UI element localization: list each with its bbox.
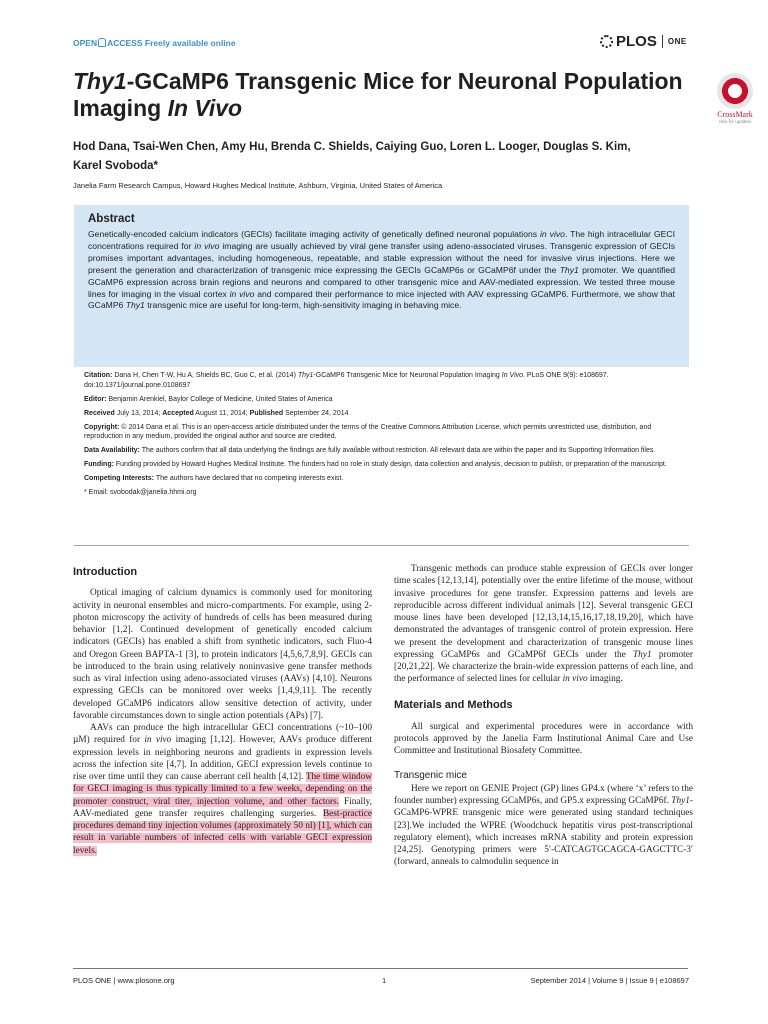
right-italic: Thy1 — [633, 649, 652, 660]
abstract-italic: in vivo — [194, 240, 220, 251]
crossmark-sublabel: click for updates — [718, 119, 752, 124]
competing-text: The authors have declared that no competing interests exist. — [154, 475, 344, 482]
right-column — [394, 563, 693, 869]
abstract-seg: transgenic mice are useful for long-term, high-sensitivity imaging in behaving mice. — [144, 300, 462, 311]
abstract-text — [88, 229, 675, 312]
accepted-label: Accepted — [162, 409, 194, 417]
authors-line-2: Karel Svoboda* — [73, 160, 158, 172]
footer-journal[interactable]: PLOS ONE | www.plosone.org — [73, 976, 175, 985]
citation-text: -GCaMP6 Transgenic Mice for Neuronal Population Imaging — [313, 372, 502, 379]
intro-italic: in vivo — [144, 735, 172, 746]
published-date: September 24, 2014 — [283, 409, 349, 417]
funding — [84, 460, 682, 470]
highlight-annotation[interactable]: Best-practice procedures demand tiny injection volumes (approximately 50 nl) [1], which can result in variable numbers of infected cells with variable GECI expression levels. — [73, 808, 372, 856]
funding-text: Funding provided by Howard Hughes Medical Institute. The funders had no role in study design, data collection and analysis, decision to publish, or preparation of the manuscript. — [113, 461, 667, 468]
intro-paragraph-1: Optical imaging of calcium dynamics is commonly used for monitoring activity in neuronal ensembles and micro-compartments. For example, using 2-photon microscopy the activity of hundreds of cells has been measured during behavior [1,2]. Continued development of genetically encoded calcium indicators (GECIs) has enabled a shift from synthetic indicators, such Fluo-4 and Oregon Green BAPTA-1 [3], to protein indicators [4,5,6,7,8,9]. GECIs can be introduced to the brain using relatively noninvasive gene transfer methods such as viral infection using adeno-associated viruses (AAVs) [4,10]. Neurons expressing GECIs can be monitored over weeks [1,4,9,11]. The recently developed GCaMP6 indicators allow sensitive detection of activity, under favorable circumstances down to single action potentials (APs) [7]. — [73, 588, 372, 721]
right-seg: Transgenic methods can produce stable expression of GECIs over longer time scales [12,13,14], potentially over the entire lifetime of the mouse, without invasive procedures for gene transfer. Expression patterns and levels are reproducible across different individual animals [12]. Several transgenic GECI mouse lines have been developed [12,13,14,15,16,17,18,19,20], which have demonstrated the advantages of transgenic control of protein expression. Here we present the development and characterization of transgenic mouse lines expressing GCaMP6s and GCaMP6f GECIs under the — [394, 564, 693, 660]
abstract-italic: in vivo — [229, 288, 255, 299]
open-label: OPEN — [73, 38, 98, 48]
highlight-annotation[interactable]: The time window for GECI imaging is thus typically limited to a few weeks, depending on the promoter construct, viral titer, injection volume, and other factors. — [73, 772, 372, 807]
corresponding-email[interactable]: * Email: svobodak@janelia.hhmi.org — [84, 489, 197, 496]
article-metadata — [84, 371, 682, 502]
plos-brand: PLOS — [616, 32, 657, 50]
authors-line-1: Hod Dana, Tsai-Wen Chen, Amy Hu, Brenda C. Shields, Caiying Guo, Loren L. Looger, Douglas S. Kim, — [73, 141, 631, 153]
intro-seg: Finally, AAV-mediated gene transfer requires challenging surgeries. — [73, 796, 373, 819]
introduction-heading: Introduction — [73, 566, 138, 578]
abstract-seg: promoter. We quantified GCaMP6 expression across brain regions and neurons and compared to other transgenic mice and AAV-mediated expression. We tested three mouse lines for imaging in the visual cortex — [88, 264, 675, 299]
competing-interests — [84, 474, 682, 484]
crossmark-label: CrossMark — [717, 110, 753, 119]
right-seg: Here we report on GENIE Project (GP) lines GP4.x (where ‘x’ refers to the founder number) expressing GCaMP6s, and GP5.x expressing GCaMP6f. — [394, 783, 693, 806]
accepted-date: August 11, 2014; — [193, 409, 250, 417]
plos-one-sub: ONE — [667, 36, 687, 46]
funding-label: Funding: — [84, 461, 114, 468]
transgenic-paragraph — [394, 783, 693, 869]
footer-divider — [73, 968, 688, 969]
citation-text: Dana H, Chen T-W, Hu A, Shields BC, Guo C, et al. (2014) — [112, 372, 298, 379]
data-availability — [84, 446, 682, 456]
intro-seg: AAVs can produce the high intracellular GECI concentrations (~10–100 µM) required for — [73, 723, 372, 746]
editor-label: Editor: — [84, 395, 107, 403]
right-seg: -GCaMP6-WPRE transgenic mice were generated using standard techniques [23].We included the WPRE (Woodchuck hepatitis virus post-transcriptional regulatory element), which increases mRNA stability and protein expression [24,25]. Genotyping primers were 5′-CATCAGTGCAGCA-GAGCTTC-3′ (forward, anneals to calmodulin sequence in — [394, 796, 693, 868]
methods-paragraph: All surgical and experimental procedures were in accordance with protocols approved by the Janelia Farm Institutional Animal Care and Use Committee and Institutional Biosafety Committee. — [394, 721, 693, 757]
abstract-italic: Thy1 — [125, 300, 145, 311]
access-label: ACCESS Freely available online — [107, 38, 236, 48]
abstract-seg: . The high intracellular GECI concentrations required for — [88, 229, 676, 251]
availability-label: Data Availability: — [84, 447, 140, 454]
footer-issue: September 2014 | Volume 9 | Issue 9 | e108697 — [530, 976, 689, 985]
received-date: July 13, 2014; — [114, 409, 163, 417]
transgenic-mice-heading: Transgenic mice — [394, 769, 467, 781]
page-number: 1 — [382, 976, 387, 985]
plos-one-logo[interactable] — [600, 31, 687, 51]
title-line1-rest: -GCaMP6 Transgenic Mice for Neuronal Population — [126, 68, 683, 94]
citation-italic: In Vivo — [501, 372, 524, 379]
right-italic: in vivo — [562, 674, 588, 685]
competing-label: Competing Interests: — [84, 475, 155, 482]
right-italic: Thy1 — [671, 796, 690, 806]
author-list — [73, 138, 713, 176]
citation-doi[interactable]: . PLoS ONE 9(9): e108697. doi:10.1371/journal.pone.0108697 — [84, 372, 609, 389]
copyright-label: Copyright: — [84, 423, 120, 431]
editor-text: Benjamin Arenkiel, Baylor College of Medicine, United States of America — [106, 395, 333, 403]
title-line2: Imaging — [73, 95, 168, 121]
editor — [84, 395, 682, 405]
left-column — [73, 566, 372, 857]
citation — [84, 371, 682, 390]
copyright — [84, 423, 682, 442]
copyright-text: © 2014 Dana et al. This is an open-access article distributed under the terms of the Creative Commons Attribution License, which permits unrestricted use, distribution, and reproduction in any medium, provided the original author and source are credited. — [84, 423, 652, 440]
abstract-seg: and compared their performance to mice injected with AAV expressing GCaMP6. Furthermore, we show that GCaMP6 — [88, 288, 675, 311]
abstract-italic: in vivo — [540, 229, 565, 239]
intro-paragraph-3 — [394, 563, 693, 686]
intro-paragraph-2 — [73, 722, 372, 857]
published-label: Published — [249, 409, 284, 417]
abstract-heading: Abstract — [88, 213, 135, 225]
abstract-italic: Thy1 — [559, 264, 579, 275]
right-seg: imaging. — [587, 674, 623, 685]
right-seg: promoter [20,21,22]. We characterize the brain-wide expression patterns of each line, and the performance of selected lines for cellular — [394, 649, 693, 685]
received-label: Received — [84, 409, 115, 417]
citation-italic: Thy1 — [297, 372, 314, 379]
citation-label: Citation: — [84, 372, 113, 379]
logo-divider — [662, 35, 663, 48]
abstract-seg: imaging are usually achieved by viral gene transfer using adeno-associated viruses. Transgenic expression of GECIs promises important advantages, including homogeneous, repeatable, and stable expression without the need for invasive virus injections. Here we present the generation and characterization of transgenic mice expressing the GECIs GCaMP6s or GCaMP6f under the — [88, 240, 676, 275]
materials-methods-heading: Materials and Methods — [394, 698, 513, 711]
title-in-vivo: In Vivo — [167, 95, 243, 121]
article-title — [73, 68, 713, 122]
availability-text: The authors confirm that all data underlying the findings are fully available without restriction. All relevant data are within the paper and its Supporting Information files. — [139, 447, 656, 454]
plos-gear-icon — [600, 35, 613, 48]
title-italic-thy1: Thy1 — [73, 68, 127, 94]
open-access-lock-icon — [98, 38, 106, 47]
abstract-box — [74, 205, 689, 367]
abstract-seg: Genetically-encoded calcium indicators (GECIs) facilitate imaging activity of genetically defined neuronal populations — [88, 229, 541, 239]
open-access-banner — [73, 38, 236, 48]
crossmark-badge[interactable] — [706, 73, 764, 124]
metadata-divider — [74, 545, 689, 546]
dates — [84, 409, 682, 419]
affiliation: Janelia Farm Research Campus, Howard Hughes Medical Institute, Ashburn, Virginia, United States of America — [73, 181, 443, 190]
intro-seg: imaging [1,12]. However, AAVs produce different expression levels in neighboring neurons and gradients in expression levels across the infection site [4,7]. In addition, GECI expression levels continue to rise over time until they can cause aberrant cell health [4,12]. — [73, 735, 372, 782]
crossmark-icon — [717, 73, 753, 109]
